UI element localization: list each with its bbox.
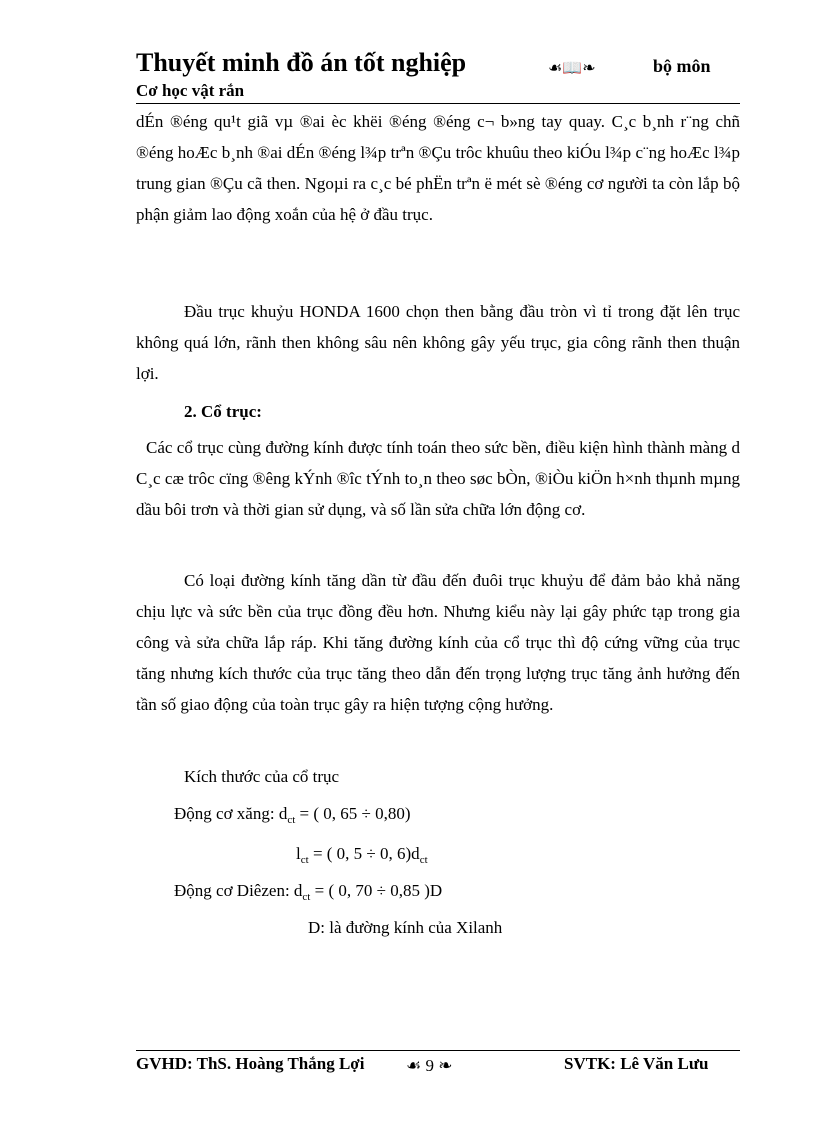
section-heading: 2. Cổ trục: [184,402,262,421]
paragraph-2: Đầu trục khuỷu HONDA 1600 chọn then bằng đầu tròn vì tỉ trong đặt lên trục không quá lớn, rãnh then không sâu nên không gây yếu trục, gia công rãnh then thuận lợi. [136,302,740,383]
equation-petrol [174,804,411,826]
footer-divider [136,1050,740,1051]
footer-student: SVTK: Lê Văn Lưu [564,1054,709,1073]
paragraph-3: Các cổ trục cùng đường kính được tính toán theo sức bền, điều kiện hình thành màng d C¸c cæ trôc cïng ®êng kÝnh ®îc tÝnh to¸n theo søc bÒn, ®iÒu kiÖn h×nh thµnh mµng dầu bôi trơn và thời gian sử dụng, và số lần sửa chữa lớn động cơ. [136,438,740,519]
department-label: bộ môn [653,56,711,76]
equation-diesel [174,881,442,903]
equation-rhs: = ( 0, 65 ÷ 0,80) [299,804,411,823]
page-title: Thuyết minh đồ án tốt nghiệp [136,48,467,77]
book-ornament-icon: ☙📖❧ [548,60,596,77]
equation-var: d [293,881,303,900]
page-number: ☙ 9 ❧ [406,1056,453,1075]
equation-var: d [278,804,288,823]
equation-rhs: = ( 0, 5 ÷ 0, 6)d [312,844,420,863]
paragraph-4: Có loại đường kính tăng dần từ đầu đến đuôi trục khuỷu để đảm bảo khả năng chịu lực và sức bền của trục đồng đều hơn. Nhưng kiểu này lại gây phức tạp trong gia công và sửa chữa lắp ráp. Khi tăng đường kính của cổ trục thì độ cứng vững của trục tăng nhưng kích thước của trục tăng theo dẫn đến trọng lượng trục tăng ảnh hưởng đến tần số giao động của toàn trục gây ra hiện tượng cộng hưởng. [136,571,740,714]
page-subtitle: Cơ học vật rắn [136,81,245,100]
equation-subscript: ct [287,814,296,826]
equation-label: Động cơ xăng: [174,804,275,823]
footer-supervisor: GVHD: ThS. Hoàng Thắng Lợi [136,1054,365,1073]
equation-rhs: = ( 0, 70 ÷ 0,85 )D [314,881,443,900]
equation-note: D: là đường kính của Xilanh [308,918,503,937]
equation-var: l [296,844,301,863]
equation-subscript: ct [419,854,428,866]
equation-subscript: ct [300,854,309,866]
header-divider [136,103,740,104]
equation-length [296,844,428,866]
equation-subscript: ct [302,891,311,903]
equation-label: Động cơ Diêzen: [174,881,290,900]
dimension-heading: Kích thước của cổ trục [184,767,340,786]
paragraph-1: dÉn ®éng qu¹t giã vµ ®ai èc khëi ®éng ®éng c¬ b»ng tay quay. C¸c b¸nh r¨ng chñ ®éng hoÆc b¸nh ®ai dÉn ®éng l¾p trªn ®Çu trôc khuûu theo kiÓu l¾p c¨ng hoÆc l¾p trung gian ®Çu cã then. Ngoµi ra c¸c bé phËn trªn ë mét sè ®éng cơ người ta còn lắp bộ phận giảm lao động xoắn của hệ ở đầu trục. [136,112,740,224]
